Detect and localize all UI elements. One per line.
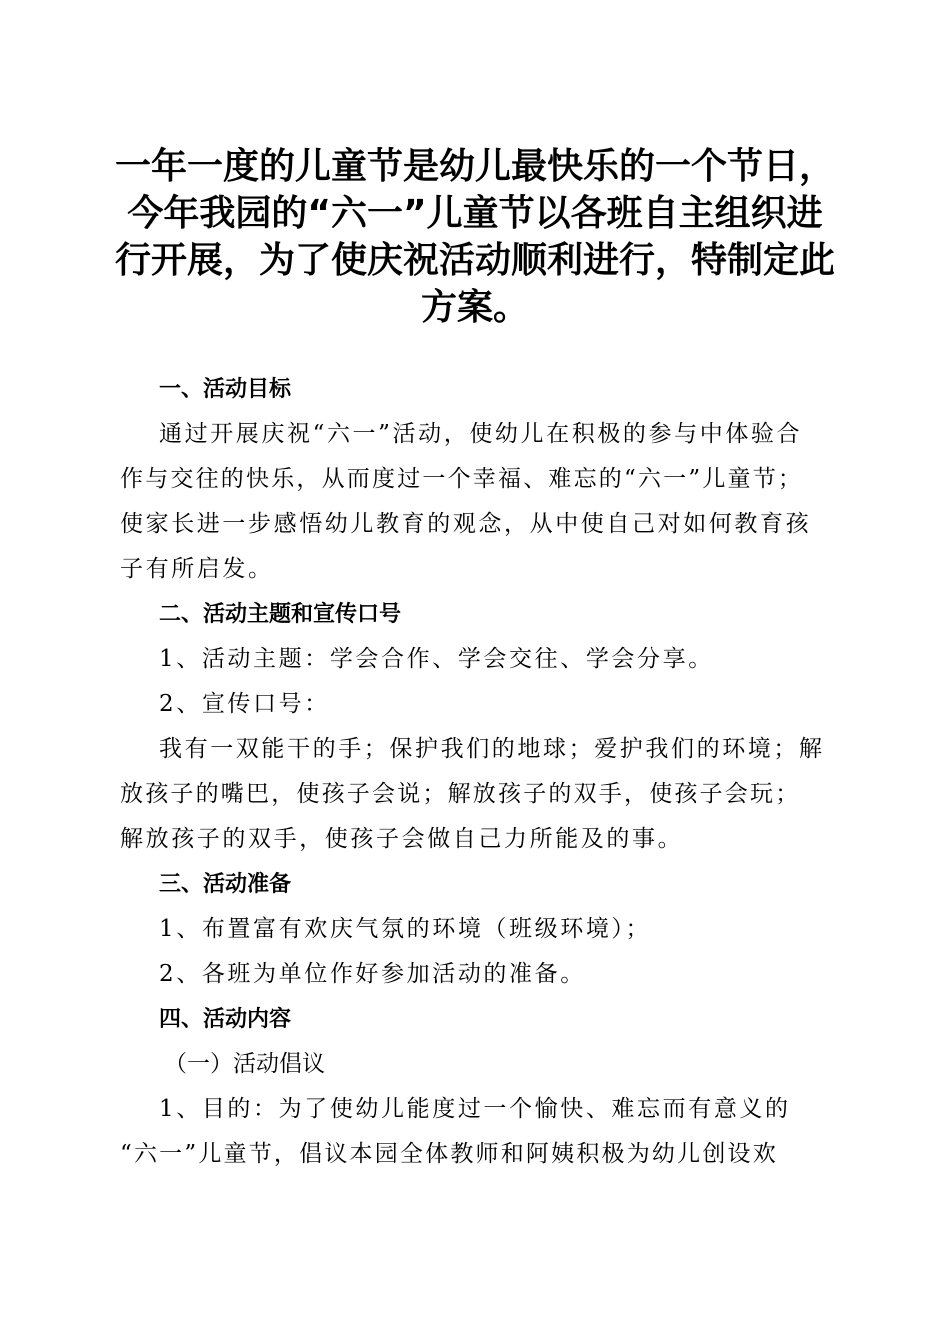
paragraph-line: 通过开展庆祝“六一”活动，使幼儿在积极的参与中体验合 (159, 421, 803, 447)
paragraph-line: 使家长进一步感悟幼儿教育的观念，从中使自己对如何教育孩 (120, 511, 812, 537)
list-item: 2、宣传口号： (159, 691, 330, 717)
title-line: 一年一度的儿童节是幼儿最快乐的一个节日， (114, 146, 835, 187)
title-line: 方案。 (420, 287, 529, 328)
paragraph-line: 解放孩子的双手，使孩子会做自己力所能及的事。 (120, 826, 684, 852)
document-title (100, 143, 850, 331)
paragraph-line: 作与交往的快乐，从而度过一个幸福、难忘的“六一”儿童节； (120, 466, 804, 492)
section-heading-theme: 二、活动主题和宣传口号 (159, 602, 402, 627)
title-line: 今年我园的“六一”儿童节以各班自主组织进 (127, 193, 823, 234)
sub-heading: （一）活动倡议 (164, 1051, 325, 1077)
document-body (120, 367, 832, 1177)
list-item: 1、活动主题：学会合作、学会交往、学会分享。 (159, 646, 714, 672)
paragraph-line: “六一”儿童节，倡议本园全体教师和阿姨积极为幼儿创设欢 (120, 1141, 778, 1167)
section-heading-preparation: 三、活动准备 (159, 872, 292, 897)
list-item: 2、各班为单位作好参加活动的准备。 (159, 961, 586, 987)
section-heading-objectives: 一、活动目标 (159, 377, 292, 402)
section-heading-content: 四、活动内容 (159, 1007, 292, 1032)
paragraph-line: 放孩子的嘴巴，使孩子会说；解放孩子的双手，使孩子会玩； (120, 781, 801, 807)
paragraph-line: 我有一双能干的手；保护我们的地球；爱护我们的环境；解 (159, 736, 825, 762)
title-line: 行开展，为了使庆祝活动顺利进行，特制定此 (114, 240, 835, 281)
paragraph-line: 子有所启发。 (120, 556, 274, 582)
paragraph-line: 1、目的：为了使幼儿能度过一个愉快、难忘而有意义的 (159, 1096, 791, 1122)
list-item: 1、布置富有欢庆气氛的环境（班级环境）； (159, 916, 652, 942)
